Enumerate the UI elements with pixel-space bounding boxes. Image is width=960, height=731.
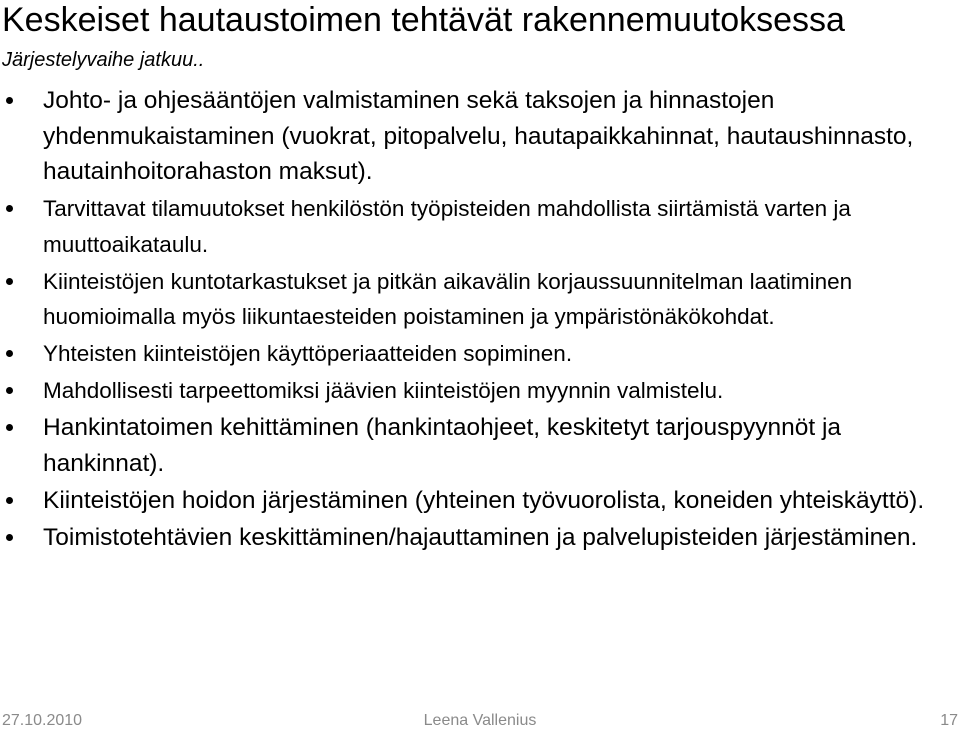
bullet-text: Mahdollisesti tarpeettomiksi jäävien kiinteistöjen myynnin valmistelu. — [43, 378, 724, 403]
slide-subtitle: Järjestelyvaihe jatkuu.. — [2, 49, 205, 71]
bullet-dot-icon — [6, 97, 13, 104]
bullet-list — [0, 83, 960, 555]
bullet-item — [0, 83, 960, 190]
bullet-text: Kiinteistöjen hoidon järjestäminen (yhteinen työvuorolista, koneiden yhteiskäyttö). — [43, 486, 925, 514]
bullet-item — [0, 483, 960, 519]
bullet-item — [0, 264, 960, 335]
bullet-item — [0, 520, 960, 556]
bullet-text: Hankintatoimen kehittäminen (hankintaohjeet, keskitetyt tarjouspyynnöt ja hankinnat). — [43, 414, 842, 477]
bullet-item — [0, 336, 960, 372]
bullet-dot-icon — [6, 534, 13, 541]
bullet-text: Toimistotehtävien keskittäminen/hajauttaminen ja palvelupisteiden järjestäminen. — [43, 523, 918, 551]
bullet-item — [0, 373, 960, 409]
bullet-text: Johto- ja ohjesääntöjen valmistaminen sekä taksojen ja hinnastojen yhdenmukaistaminen (vuokrat, pitopalvelu, hautapaikkahinnat, hautaushinnasto, hautainhoitorahaston maksut). — [43, 87, 914, 185]
bullet-item — [0, 191, 960, 262]
bullet-dot-icon — [6, 350, 13, 357]
bullet-dot-icon — [6, 424, 13, 431]
bullet-text: Kiinteistöjen kuntotarkastukset ja pitkän aikavälin korjaussuunnitelman laatiminen huomioimalla myös liikuntaesteiden poistaminen ja ympäristönäkökohdat. — [43, 268, 853, 329]
bullet-text: Tarvittavat tilamuutokset henkilöstön työpisteiden mahdollista siirtämistä varten ja muuttoaikataulu. — [43, 196, 851, 257]
bullet-dot-icon — [6, 205, 13, 212]
footer-author: Leena Vallenius — [423, 712, 537, 729]
bullet-text: Yhteisten kiinteistöjen käyttöperiaatteiden sopiminen. — [43, 341, 573, 366]
footer-date: 27.10.2010 — [2, 712, 83, 729]
bullet-dot-icon — [6, 387, 13, 394]
bullet-item — [0, 410, 960, 481]
footer-page-number: 17 — [940, 712, 958, 729]
slide-title: Keskeiset hautaustoimen tehtävät rakennemuutoksessa — [2, 1, 845, 39]
bullet-dot-icon — [6, 497, 13, 504]
bullet-dot-icon — [6, 278, 13, 285]
